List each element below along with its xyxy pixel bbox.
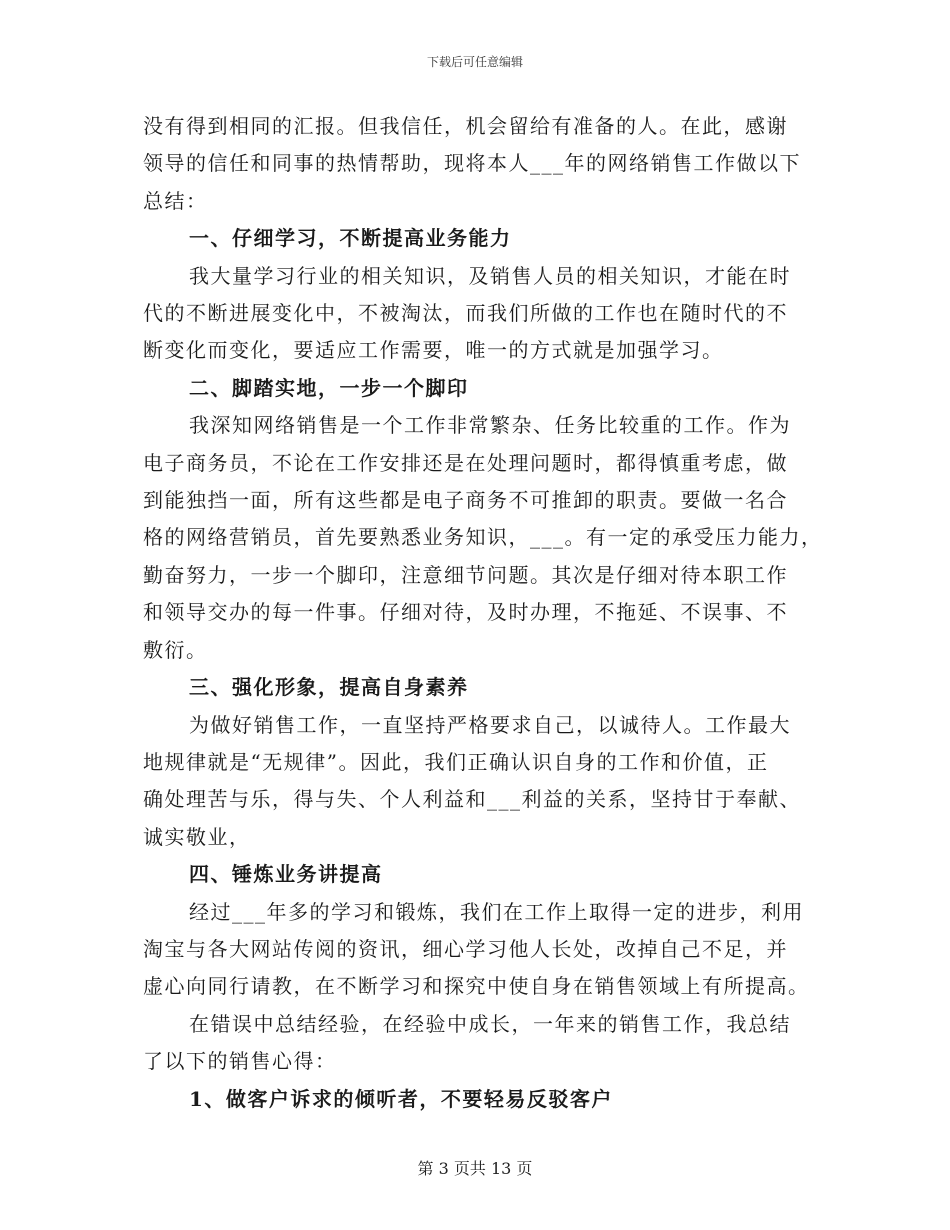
paragraph-line: 和领导交办的每一件事。仔细对待，及时办理，不拖延、不误事、不 xyxy=(143,600,788,625)
paragraph-line: 为做好销售工作，一直坚持严格要求自己，以诚待人。工作最大 xyxy=(189,712,791,737)
paragraph-line: 虚心向同行请教，在不断学习和探究中使自身在销售领域上有所提高。 xyxy=(143,974,810,999)
paragraph-line: 到能独挡一面，所有这些都是电子商务不可推卸的职责。要做一名合 xyxy=(143,488,788,513)
document-body xyxy=(143,108,823,1118)
paragraph-line: 总结： xyxy=(143,188,208,213)
paragraph-line: 淘宝与各大网站传阅的资讯，细心学习他人长处，改掉自己不足，并 xyxy=(143,936,788,961)
paragraph-line: 了以下的销售心得： xyxy=(143,1049,337,1074)
section-heading: 一、仔细学习，不断提高业务能力 xyxy=(189,226,512,251)
paragraph-line: 敷衍。 xyxy=(143,637,208,662)
paragraph-line: 断变化而变化，要适应工作需要，唯一的方式就是加强学习。 xyxy=(143,338,724,363)
paragraph-line: 勤奋努力，一步一个脚印，注意细节问题。其次是仔细对待本职工作 xyxy=(143,562,788,587)
section-heading: 1、做客户诉求的倾听者，不要轻易反驳客户 xyxy=(189,1086,613,1111)
paragraph-line: 代的不断进展变化中，不被淘汰，而我们所做的工作也在随时代的不 xyxy=(143,301,788,326)
paragraph-line: 确处理苦与乐，得与失、个人利益和___利益的关系，坚持甘于奉献、 xyxy=(143,787,801,812)
paragraph-line: 领导的信任和同事的热情帮助，现将本人___年的网络销售工作做以下 xyxy=(143,151,801,176)
paragraph-line: 格的网络营销员，首先要熟悉业务知识，___。有一定的承受压力能力， xyxy=(143,525,823,550)
paragraph-line: 我深知网络销售是一个工作非常繁杂、任务比较重的工作。作为 xyxy=(189,413,791,438)
paragraph-line: 在错误中总结经验，在经验中成长，一年来的销售工作，我总结 xyxy=(189,1011,791,1036)
section-heading: 四、锤炼业务讲提高 xyxy=(189,862,383,887)
paragraph-line: 地规律就是“无规律”。因此，我们正确认识自身的工作和价值，正 xyxy=(143,749,769,774)
section-heading: 二、脚踏实地，一步一个脚印 xyxy=(189,375,469,400)
paragraph-line: 我大量学习行业的相关知识，及销售人员的相关知识，才能在时 xyxy=(189,263,791,288)
paragraph-line: 没有得到相同的汇报。但我信任，机会留给有准备的人。在此，感谢 xyxy=(143,114,788,138)
paragraph-line: 诚实敬业， xyxy=(143,824,251,849)
paragraph-line: 经过___年多的学习和锻炼，我们在工作上取得一定的进步，利用 xyxy=(189,899,804,924)
paragraph-line: 电子商务员，不论在工作安排还是在处理问题时，都得慎重考虑，做 xyxy=(143,450,788,475)
section-heading: 三、强化形象，提高自身素养 xyxy=(189,675,469,700)
page-header: 下载后可任意编辑 xyxy=(426,55,523,69)
page-footer: 第 3 页共 13 页 xyxy=(417,1159,533,1178)
